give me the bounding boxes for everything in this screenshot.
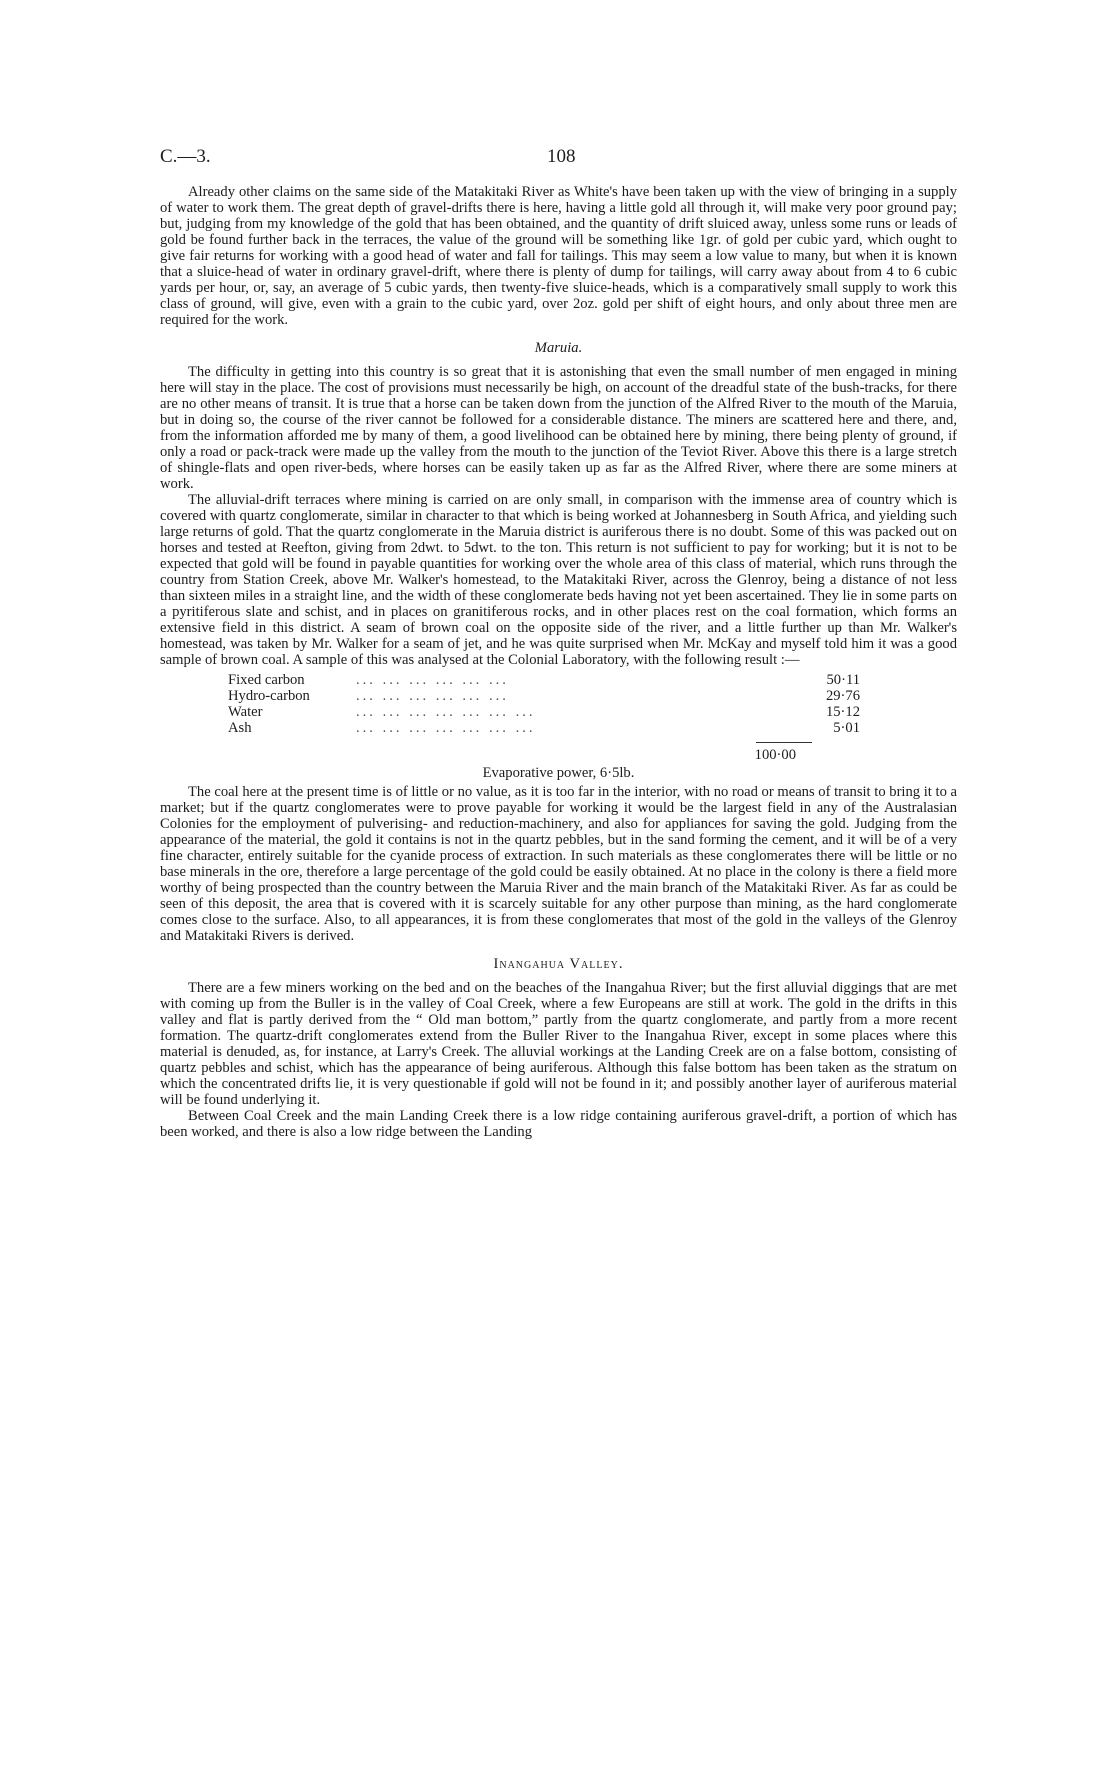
- section-title-maruia: Maruia.: [534, 340, 583, 356]
- paragraph: Already other claims on the same side of the Matakitaki River as White's have been taken up with the view of bringing in a supply of water to work them. The great depth of gravel-drifts there is here, having a little gold all through it, will make very poor ground pay; but, judging from my knowledge of the gold that has been obtained, and the quantity of drift sluiced away, unless some runs or leads of gold be found further back in the terraces, the value of the ground will be something like 1gr. of gold per cubic yard, which ought to give fair returns for working with a good head of water and fall for tailings. This may seem a low value to many, but when it is known that a sluice-head of water in ordinary gravel-drift, where there is plenty of dump for tailings, will carry away about from 4 to 6 cubic yards per hour, or, say, an average of 5 cubic yards, then twenty-five sluice-heads, which is a comparatively small supply to work this class of ground, will give, even with a grain to the cubic yard, over 2oz. gold per shift of eight hours, and only about three men are required for the work.: [160, 184, 957, 328]
- analysis-total-value: 100·00: [754, 747, 796, 763]
- coal-analysis-table: [228, 672, 860, 736]
- analysis-value: 5·01: [833, 720, 860, 736]
- analysis-label: Hydro-carbon: [228, 688, 310, 704]
- leader-dots: ... ... ... ... ... ... ...: [356, 720, 536, 736]
- page-number: 108: [547, 146, 576, 167]
- table-row: [228, 672, 860, 688]
- analysis-label: Fixed carbon: [228, 672, 305, 688]
- leader-dots: ... ... ... ... ... ...: [356, 672, 509, 688]
- analysis-value: 15·12: [825, 704, 860, 720]
- analysis-value: 29·76: [825, 688, 860, 704]
- paragraph: Between Coal Creek and the main Landing Creek there is a low ridge containing auriferous gravel-drift, a portion of which has been worked, and there is also a low ridge between the Landing: [160, 1108, 957, 1140]
- table-row: [228, 704, 860, 720]
- paragraph: The alluvial-drift terraces where mining is carried on are only small, in comparison with the immense area of country which is covered with quartz conglomerate, similar in character to that which is being worked at Johannesberg in South Africa, and yielding such large returns of gold. That the quartz conglomerate in the Maruia district is auriferous there is no doubt. Some of this was packed out on horses and tested at Reefton, giving from 2dwt. to 5dwt. to the ton. This return is not sufficient to pay for working; but it is not to be expected that gold will be found in payable quantities for working over the whole area of this class of material, which runs through the country from Station Creek, above Mr. Walker's homestead, to the Matakitaki River, across the Glenroy, being a distance of not less than sixteen miles in a straight line, and the width of these conglomerate beds having not yet been ascertained. They lie in some parts on a pyritiferous slate and schist, and in places on granitiferous rocks, and in other places rest on the coal formation, which forms an extensive field in this district. A seam of brown coal on the opposite side of the river, and a little further up than Mr. Walker's homestead, was taken by Mr. Walker for a seam of jet, and he was quite surprised when Mr. McKay and myself told him it was a good sample of brown coal. A sample of this was analysed at the Colonial Laboratory, with the following result :—: [160, 492, 957, 668]
- evaporative-power: Evaporative power, 6·5lb.: [482, 765, 635, 781]
- total-rule: [756, 742, 812, 743]
- text-column: [160, 184, 957, 1140]
- table-row: [228, 720, 860, 736]
- document-reference: C.—3.: [160, 146, 211, 167]
- leader-dots: ... ... ... ... ... ...: [356, 688, 509, 704]
- paragraph: The difficulty in getting into this country is so great that it is astonishing that even the small number of men engaged in mining here will stay in the place. The cost of provisions must necessarily be high, on account of the dreadful state of the bush-tracks, for there are no other means of transit. It is true that a horse can be taken down from the junction of the Alfred River to the mouth of the Maruia, but in doing so, the course of the river cannot be followed for a considerable distance. The miners are scattered here and there, and, from the information afforded me by many of them, a good livelihood can be obtained here by mining, there being plenty of ground, if only a road or pack-track were made up the valley from the mouth to the junction of the Teviot River. Above this there is a large stretch of shingle-flats and open river-beds, where horses can be easily taken up as far as the Alfred River, where there are some miners at work.: [160, 364, 957, 492]
- section-title-inangahua: Inangahua Valley.: [493, 956, 624, 972]
- analysis-label: Water: [228, 704, 263, 720]
- page-header: [160, 146, 957, 176]
- analysis-total: [744, 742, 812, 763]
- leader-dots: ... ... ... ... ... ... ...: [356, 704, 536, 720]
- analysis-value: 50·11: [826, 672, 860, 688]
- paragraph: There are a few miners working on the bed and on the beaches of the Inangahua River; but the first alluvial diggings that are met with coming up from the Buller is in the valley of Coal Creek, where a few Europeans are still at work. The gold in the drifts in this valley and flat is partly derived from the “ Old man bottom,” partly from the quartz conglomerate, and partly from a more recent formation. The quartz-drift conglomerates extend from the Buller River to the Inangahua River, except in some places where this material is denuded, as, for instance, at Larry's Creek. The alluvial workings at the Landing Creek are on a false bottom, consisting of quartz pebbles and schist, which has the appearance of being auriferous. Although this false bottom has been taken as the stratum on which the concentrated drifts lie, it is very questionable if gold will not be found in it; and possibly another layer of auriferous material will be found underlying it.: [160, 980, 957, 1108]
- paragraph: The coal here at the present time is of little or no value, as it is too far in the interior, with no road or means of transit to bring it to a market; but if the quartz conglomerates were to prove payable for working it would be the largest field in any of the Australasian Colonies for the employment of pulverising- and reduction-machinery, and also for appliances for saving the gold. Judging from the appearance of the material, the gold it contains is not in the quartz pebbles, but in the sand forming the cement, and it will be of a very fine character, entirely suitable for the cyanide process of extraction. In such materials as these conglomerates there will be little or no base minerals in the ore, therefore a large percentage of the gold could be easily obtained. At no place in the colony is there a field more worthy of being prospected than the country between the Maruia River and the main branch of the Matakitaki River. As far as could be seen of this deposit, the area that is covered with it is scarcely suitable for any other purpose than mining, as the hard conglomerate comes close to the surface. Also, to all appearances, it is from these conglomerates that most of the gold in the valleys of the Glenroy and Matakitaki Rivers is derived.: [160, 784, 957, 944]
- table-row: [228, 688, 860, 704]
- analysis-label: Ash: [228, 720, 252, 736]
